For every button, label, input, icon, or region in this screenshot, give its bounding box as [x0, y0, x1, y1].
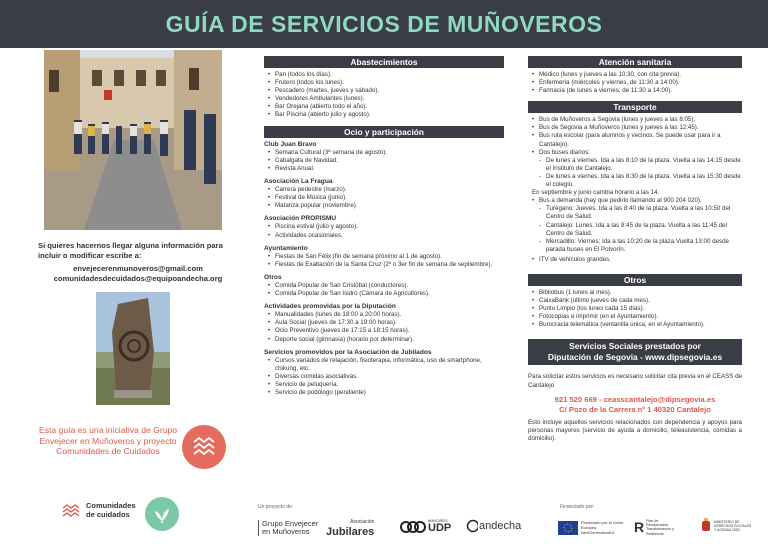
sociales-contact	[528, 395, 742, 415]
list-item: • Deporte social (gimnasia) (horario por determinar).	[264, 336, 504, 344]
initiative-text: Esta guía es una iniciativa de Grupo Envejecer en Muñoveros y proyecto Comunidades de Cuidados	[38, 425, 178, 456]
list-item: • Piscina estival (julio y agosto).	[264, 223, 504, 231]
list-item: • Bibliobus (1 lunes al mes).	[528, 289, 742, 297]
sociales-title-line1: Servicios Sociales prestados por	[569, 341, 701, 352]
sociales-title-line2[interactable]: Diputación de Segovia - www.dipsegovia.es	[547, 352, 723, 363]
list-item: • Aula Social (jueves de 17:30 a 19:00 horas).	[264, 319, 504, 327]
logo-union-europea	[558, 520, 625, 535]
section-header-ocio: Ocio y participación	[264, 126, 504, 138]
logo-jubilares-small: Asociación	[350, 519, 375, 525]
list-item: • Fotocopias e imprimir (en el Ayuntamiento).	[528, 313, 742, 321]
logo-udp	[400, 519, 451, 534]
logo-jubilares-big: Jubilares	[326, 526, 375, 538]
contact-block	[38, 241, 238, 284]
list-item: • Diversas comidas asociativas.	[264, 373, 504, 381]
list-item: - Mercadillo: Viernes: Ida a las 10:20 de la plaza.Vuelta 13:00 desde parada buses en El Polvorín.	[528, 238, 742, 254]
list-item: • Bus de Muñoveros a Segovia (lunes y jueves a las 8:05).	[528, 116, 742, 124]
list-item: • Cursos variados de relajación, fisioterapia, informática, uso de smartphone, chikung, etc.	[264, 357, 504, 373]
group-title-diputacion: Actividades promovidas por la Diputación	[264, 303, 396, 311]
list-item: • Enfermería (miércoles y viernes, de 11:30 a 14:00).	[528, 79, 742, 87]
list-item: • Ocio Preventivo (jueves de 17:15 a 18:15 horas).	[264, 327, 504, 335]
section-header-transporte: Transporte	[528, 101, 742, 113]
logo-andecha-text: andecha	[479, 520, 522, 532]
eu-text: Financiado por la Unión Europea NextGenerationEU	[581, 520, 624, 535]
list-item: • Fiestas de Exaltación de la Santa Cruz (2º o 3er fin de semana de septiembre).	[264, 261, 504, 269]
la-fragua-list	[264, 186, 504, 210]
list-item: • ITV de vehículos grandes.	[528, 256, 742, 264]
demand-bus-list	[528, 197, 742, 205]
list-item: - De lunes a viernes. Ida a las 8:30 de la plaza. Vuelta a las 15:30 desde el colegio.	[528, 173, 742, 189]
comunidades-icon	[62, 503, 80, 519]
logo-grupo-envejecer	[258, 520, 318, 536]
transporte-list	[528, 116, 742, 156]
logo-andecha	[466, 519, 521, 533]
sociales-address: C/ Pozo de la Carrera nº 1 40320 Cantalejo	[559, 404, 711, 414]
email-link-envejecer[interactable]: envejecerenmunoveros@gmail.com	[73, 264, 203, 273]
list-item: • Punto Limpio (los lunes cada 15 días).	[528, 305, 742, 313]
list-item: • Farmacia (de lunes a viernes, de 11:30 a 14:00).	[528, 87, 742, 95]
otros-list	[528, 289, 742, 329]
list-item: • Bar Orejana (abierto todo el año).	[264, 103, 504, 111]
street-race-photo	[44, 50, 222, 230]
sociales-paragraph-1: Para solicitar estos servicios es necesario solicitar cita previa en el CEASS de Cantalejo	[528, 373, 742, 389]
section-header-sanitaria: Atención sanitaria	[528, 56, 742, 68]
sanitaria-list	[528, 71, 742, 95]
logo-udp-text: UDP	[428, 522, 452, 534]
list-item: • Festival de Música (junio).	[264, 194, 504, 202]
group-title-otros: Otros	[264, 273, 282, 281]
otros-ocio-list	[264, 282, 504, 298]
list-item: • Servicio de peluquería.	[264, 381, 504, 389]
list-item: • Bus a demanda (hay que pedirlo llamando al 900 204 020).	[528, 197, 742, 205]
ayuntamiento-list	[264, 253, 504, 269]
ministerio-text: MINISTERIO DE DERECHOS SOCIALES Y AGENDA 2030	[714, 520, 752, 532]
logo-cc-line2: de cuidados	[86, 509, 130, 519]
logo-cc-line1: Comunidades	[86, 501, 136, 510]
logo-jubilares	[326, 518, 374, 538]
list-item: • Semana Cultural (3ª semana de agosto).	[264, 149, 504, 157]
prtr-r-icon: R	[634, 519, 645, 536]
sociales-paragraph-2: Esto incluye aquellos servicios relacionados con dependencia y apoyos para personas mayores (servicio de ayuda a domicilio, teleasistencia, comidas a domicilio).	[528, 418, 742, 442]
demand-routes-list	[528, 205, 742, 254]
list-item: • Comida Popular de San Isidro (Cámara de Agricultores).	[264, 290, 504, 298]
list-item: • Matanza popular (noviembre).	[264, 202, 504, 210]
list-item: - Turégano: Jueves. Ida a las 8:40 de la plaza. Vuelta a las 10:50 del Centro de Salud.	[528, 205, 742, 221]
group-title-ayuntamiento: Ayuntamiento	[264, 244, 308, 252]
logo-ministerio	[700, 518, 754, 534]
list-item: • Bar Piscina (abierto julio y agosto).	[264, 111, 504, 119]
list-item: • Médico (lunes y jueves a las 10:30, con cita previa).	[528, 71, 742, 79]
contact-intro: Si quieres hacernos llegar alguna información para incluir o modificar escribe a:	[38, 241, 223, 260]
abastecimientos-list	[264, 71, 504, 120]
list-item: • Bus ruta escolar (para alumnos y vecinos. Se puede usar para ir a Cantalejo).	[528, 132, 742, 148]
list-item: • CaixaBank (último jueves de cada mes).	[528, 297, 742, 305]
club-juan-bravo-list	[264, 149, 504, 173]
list-item: • Bus de Segovia a Muñoveros (lunes y jueves a las 12:45).	[528, 124, 742, 132]
list-item: • Actividades ocasionales.	[264, 232, 504, 240]
list-item: - De lunes a viernes. Ida a las 8:10 de la plaza. Vuelta a las 14:15 desde el Instituto de Cantalejo.	[528, 157, 742, 173]
list-item: • Comida Popular de San Cristóbal (conductores).	[264, 282, 504, 290]
list-item: • Fiestas de San Félix (fin de semana próximo al 1 de agosto).	[264, 253, 504, 261]
list-item: • Pescadero (martes, jueves y sábado).	[264, 87, 504, 95]
logo-udp-small: MAYORES	[428, 518, 448, 523]
sculpture-photo	[96, 292, 170, 405]
list-item: • Pan (todos los días).	[264, 71, 504, 79]
jubilados-list	[264, 357, 504, 397]
list-item: • Cabalgata de Navidad.	[264, 157, 504, 165]
comunidades-de-cuidados-logo	[62, 502, 136, 519]
logo-prtr	[634, 519, 676, 536]
group-title-propismu: Asociación PROPISMU	[264, 215, 337, 223]
list-item: • Servicio de podólogo (pendiente)	[264, 389, 504, 397]
group-title-club-juan-bravo: Club Juan Bravo	[264, 140, 317, 148]
daily-bus-list	[528, 157, 742, 189]
section-header-servicios-sociales	[528, 339, 742, 365]
itv-list	[528, 256, 742, 264]
logo-grupo-envejecer-line1: Grupo Envejecer	[262, 519, 319, 528]
financiado-label: Financiado por:	[560, 504, 595, 510]
list-item: • Burocracia telemática (ventanilla única, en el Ayuntamiento).	[528, 321, 742, 329]
propismu-list	[264, 223, 504, 239]
page-title: GUÍA DE SERVICIOS DE MUÑOVEROS	[165, 10, 603, 37]
list-item: • Dos buses diarios:	[528, 149, 742, 157]
list-item: • Frutero (todos los lunes).	[264, 79, 504, 87]
list-item: • Vendedores Ambulantes (lunes).	[264, 95, 504, 103]
group-title-jubilados: Servicios promovidos por la Asociación de Jubilados	[264, 348, 432, 356]
group-title-la-fragua: Asociación La Fragua	[264, 177, 333, 185]
proyecto-label: Un proyecto de:	[258, 504, 294, 510]
andecha-icon	[466, 519, 478, 533]
middle-column	[264, 56, 504, 397]
email-link-comunidades[interactable]: comunidadesdecuidados@equipoandecha.org	[53, 274, 223, 283]
prtr-text: Plan de Recuperación, Transformación y Resiliencia	[646, 519, 674, 536]
list-item: - Cantalejo: Lunes. Ida a las 8:45 de la plaza. Vuelta a las 11:45 del Centro de Salud.	[528, 222, 742, 238]
section-header-abastecimientos: Abastecimientos	[264, 56, 504, 68]
logo-grupo-envejecer-line2: en Muñoveros	[262, 527, 310, 536]
list-item: • Revista Anual.	[264, 165, 504, 173]
udp-rings-icon	[400, 520, 426, 534]
leaf-logo-icon	[145, 497, 179, 531]
coat-of-arms-icon	[700, 518, 712, 534]
right-column	[528, 56, 742, 443]
schedule-note: En septiembre y junio cambia horario a las 14.	[532, 189, 660, 197]
section-header-otros: Otros	[528, 274, 742, 286]
diputacion-list	[264, 311, 504, 343]
sociales-phone-email[interactable]: 921 520 669 - ceasscantalejo@dipsegovia.es	[554, 394, 716, 404]
eu-flag-icon	[558, 521, 578, 535]
header-banner	[0, 0, 768, 48]
list-item: • Carrera pedestre (marzo).	[264, 186, 504, 194]
waves-icon	[182, 425, 226, 469]
list-item: • Manualidades (lunes de 18:00 a 20:00 horas).	[264, 311, 504, 319]
